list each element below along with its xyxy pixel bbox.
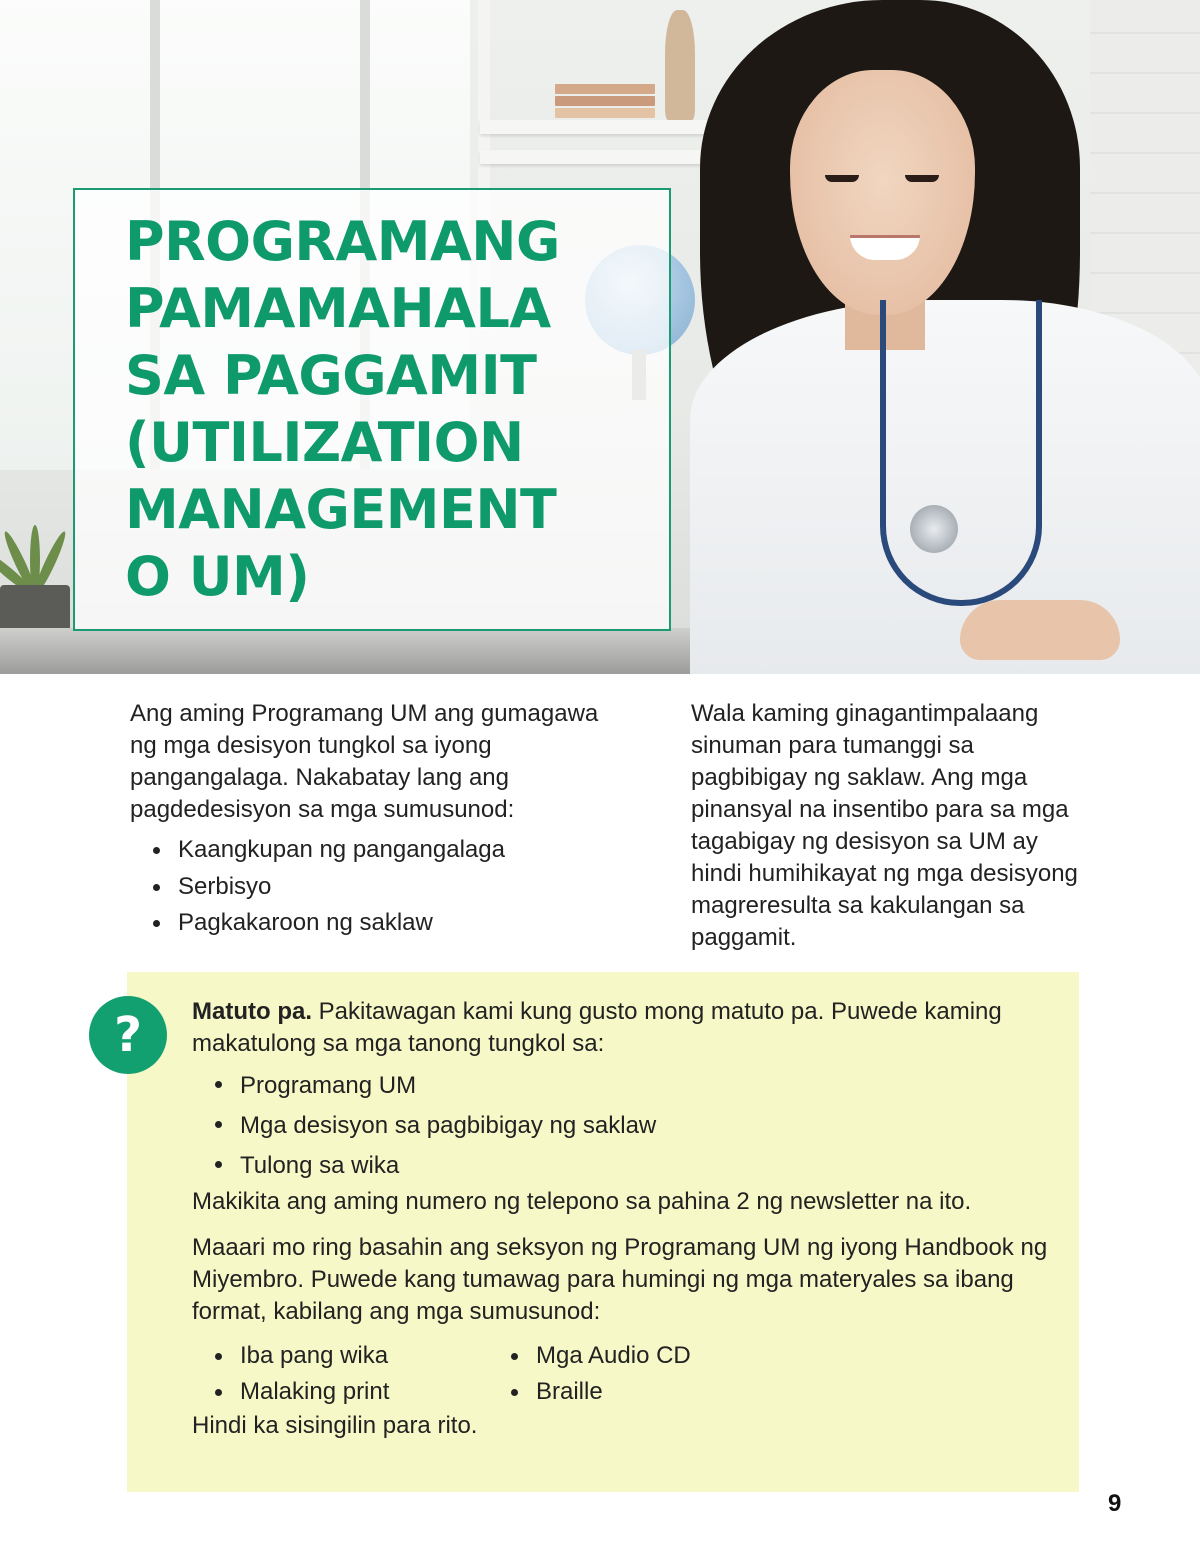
doctor-figure — [660, 0, 1200, 674]
formats-list — [192, 1338, 1062, 1410]
title-line: (UTILIZATION — [125, 411, 524, 474]
list-item: Pagkakaroon ng saklaw — [178, 905, 630, 942]
list-item: Iba pang wika — [240, 1338, 389, 1374]
handbook-note: Maaari mo ring basahin ang seksyon ng Programang UM ng iyong Handbook ng Miyembro. Puwede kang tumawag para humingi ng mga materyales sa ibang format, kabilang ang mga sumusunod: — [192, 1234, 1048, 1325]
question-icon: ? — [89, 996, 167, 1074]
stethoscope-bell — [910, 505, 958, 553]
title-line: SA PAGGAMIT — [125, 344, 537, 407]
callout-text — [192, 996, 1062, 1442]
title-box — [73, 188, 671, 631]
formats-column-1 — [192, 1338, 389, 1410]
list-item: Programang UM — [240, 1066, 1062, 1106]
books — [555, 82, 655, 118]
title-line: PAMAMAHALA — [125, 277, 551, 340]
um-intro-paragraph: Ang aming Programang UM ang gumagawa ng mga desisyon tungkol sa iyong pangangalaga. Nakabatay lang ang pagdedesisyon sa mga sumusunod: — [130, 700, 599, 823]
callout-lead: Matuto pa. — [192, 998, 312, 1025]
list-item: Malaking print — [240, 1374, 389, 1410]
right-column — [691, 698, 1091, 954]
callout-intro-text: Pakitawagan kami kung gusto mong matuto pa. Puwede kaming makatulong sa mga tanong tungkol sa: — [192, 998, 1002, 1057]
page-number: 9 — [1108, 1490, 1122, 1517]
page-title — [125, 208, 665, 610]
list-item: Braille — [536, 1374, 691, 1410]
learn-more-callout — [127, 972, 1079, 1492]
list-item: Mga desisyon sa pagbibigay ng saklaw — [240, 1106, 1062, 1146]
title-line: MANAGEMENT — [125, 478, 557, 541]
topics-list — [192, 1066, 1062, 1186]
callout-intro — [192, 996, 1062, 1060]
list-item: Mga Audio CD — [536, 1338, 691, 1374]
decision-basis-list — [130, 832, 630, 942]
list-item: Serbisyo — [178, 869, 630, 906]
stethoscope — [880, 300, 1042, 606]
phone-note: Makikita ang aming numero ng telepono sa pahina 2 ng newsletter na ito. — [192, 1188, 972, 1215]
formats-column-2 — [488, 1338, 691, 1410]
no-charge-note: Hindi ka sisingilin para rito. — [192, 1412, 478, 1439]
title-line: PROGRAMANG — [125, 210, 560, 273]
list-item: Kaangkupan ng pangangalaga — [178, 832, 630, 869]
potted-plant — [0, 500, 80, 640]
list-item: Tulong sa wika — [240, 1146, 1062, 1186]
left-column — [130, 698, 630, 942]
title-line: O UM) — [125, 545, 310, 608]
incentive-paragraph: Wala kaming ginagantimpalaang sinuman para tumanggi sa pagbibigay ng saklaw. Ang mga pinansyal na insentibo para sa mga tagabigay ng desisyon sa UM ay hindi humihikayat ng mga desisyong magreresulta sa kakulangan sa paggamit. — [691, 700, 1078, 951]
